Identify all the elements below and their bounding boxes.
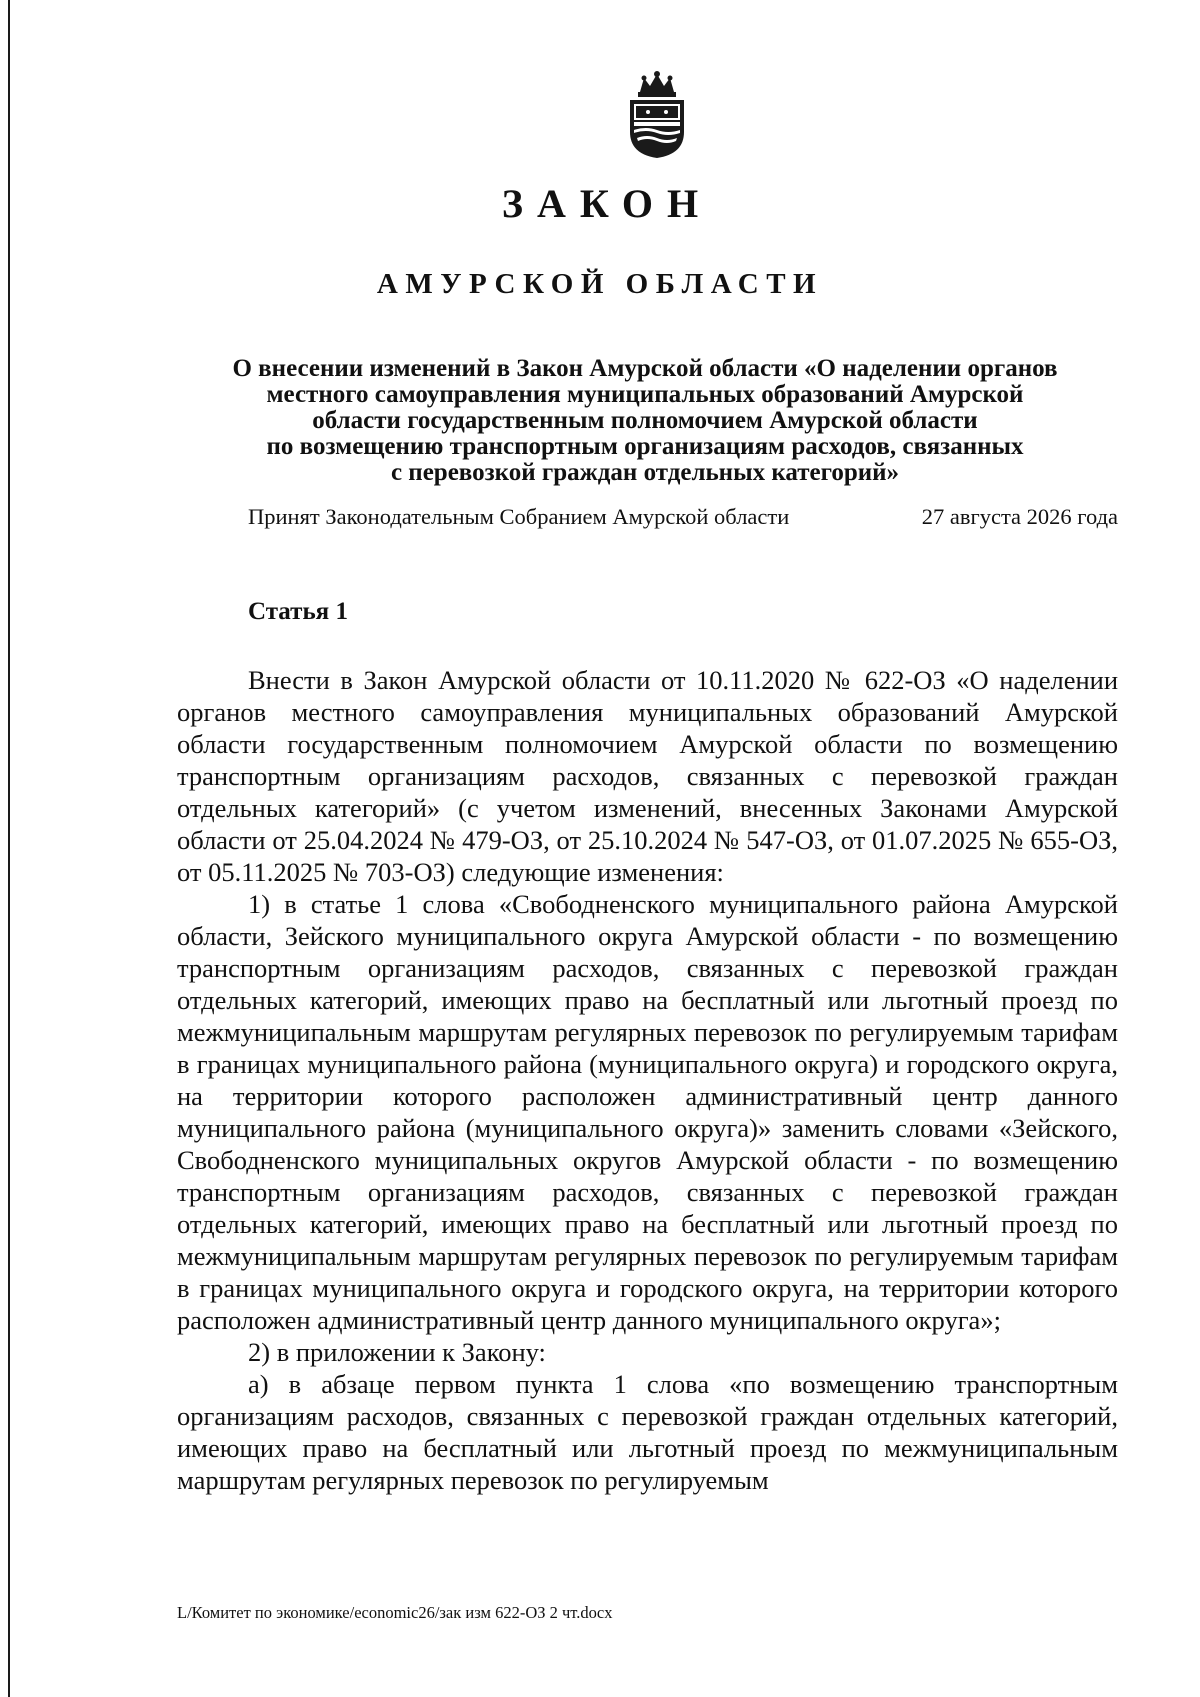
document-title-line: области государственным полномочием Амурской области [312, 407, 978, 434]
article-body [177, 664, 1118, 1496]
document-title [170, 356, 1120, 486]
law-title: ЗАКОН [501, 181, 713, 226]
paragraph: 1) в статье 1 слова «Свободненского муниципального района Амурской области, Зейского муниципального округа Амурской области - по возмещению транспортным организациям расходов, связанных с перевозкой граждан отдельных категорий, имеющих право на бесплатный или льготный проезд по межмуниципальным маршрутам регулярных перевозок по регулируемым тарифам в границах муниципального района (муниципального округа) и городского округа, на территории которого расположен административный центр данного муниципального района (муниципального округа)» заменить словами «Зейского, Свободненского муниципальных округов Амурской области - по возмещению транспортным организациям расходов, связанных с перевозкой граждан отдельных категорий, имеющих право на бесплатный или льготный проезд по межмуниципальным маршрутам регулярных перевозок по регулируемым тарифам в границах муниципального округа и городского округа, на территории которого расположен административный центр данного муниципального округа»; [177, 889, 1118, 1335]
adoption-line [248, 504, 1118, 530]
adopting-body: Принят Законодательным Собранием Амурской области [248, 504, 790, 529]
paragraph: Внести в Закон Амурской области от 10.11.2020 № 622-ОЗ «О наделении органов местного самоуправления муниципальных образований Амурской области государственным полномочием Амурской области по возмещению транспортным организациям расходов, связанных с перевозкой граждан отдельных категорий» (с учетом изменений, внесенных Законами Амурской области от 25.04.2024 № 479-ОЗ, от 25.10.2024 № 547-ОЗ, от 01.07.2025 № 655-ОЗ, от 05.11.2025 № 703-ОЗ) следующие изменения: [177, 665, 1118, 887]
amur-coat-of-arms-icon [622, 70, 692, 160]
document-title-line: по возмещению транспортным организациям расходов, связанных [266, 433, 1024, 460]
document-title-line: О внесении изменений в Закон Амурской области «О наделении органов [232, 355, 1058, 382]
footer-file-path: L/Комитет по экономике/economic26/зак изм 622-ОЗ 2 чт.docx [177, 1603, 613, 1622]
document-title-line: местного самоуправления муниципальных образований Амурской [266, 381, 1024, 408]
scan-edge-line [8, 0, 10, 1697]
adoption-date: 27 августа 2026 года [921, 504, 1118, 529]
paragraph: 2) в приложении к Закону: [248, 1337, 546, 1367]
paragraph: а) в абзаце первом пункта 1 слова «по возмещению транспортным организациям расходов, связанных с перевозкой граждан отдельных категорий, имеющих право на бесплатный или льготный проезд по межмуниципальным маршрутам регулярных перевозок по регулируемым [177, 1369, 1118, 1495]
article-heading: Статья 1 [248, 598, 348, 625]
region-title: АМУРСКОЙ ОБЛАСТИ [376, 268, 824, 300]
document-title-line: с перевозкой граждан отдельных категорий» [390, 459, 900, 486]
